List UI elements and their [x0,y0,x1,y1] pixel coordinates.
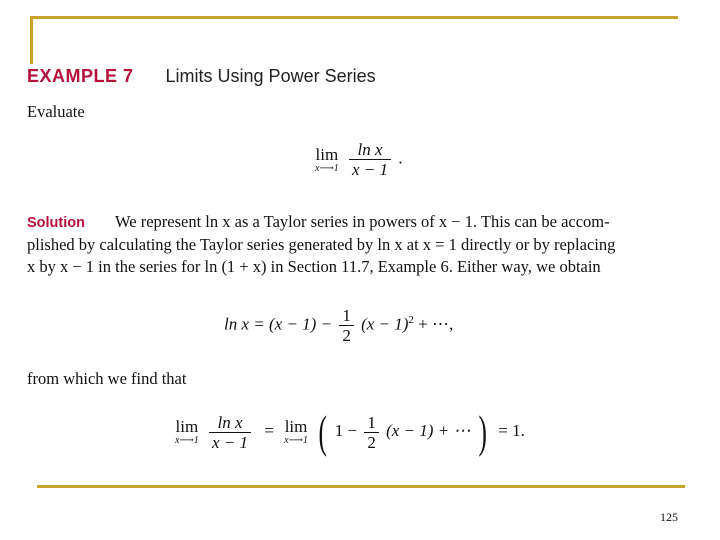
series-exponent: 2 [408,313,414,326]
final-fraction [209,413,251,452]
series-expression [224,306,453,345]
limit-period: . [398,148,403,168]
final-middle: (x − 1) + ⋯ [386,420,471,440]
lim-word: lim [315,144,339,164]
final-numerator: ln x [217,412,243,432]
close-paren: ) [478,406,487,457]
left-rule [30,16,33,64]
example-heading [27,66,376,87]
half-denominator-2: 2 [364,432,379,452]
solution-line-2: plished by calculating the Taylor series generated by ln x at x = 1 directly or by replacing [27,235,616,254]
top-rule [30,16,678,19]
evaluate-text: Evaluate [27,102,85,121]
solution-label: Solution [27,215,85,231]
example-title: Limits Using Power Series [165,66,376,86]
lim-operator-2 [284,418,308,446]
limit-expression [315,140,403,179]
lim-subscript-1: x⟶1 [175,435,199,446]
half-numerator: 1 [342,306,351,325]
open-paren: ( [318,406,328,457]
fraction-numerator: ln x [357,140,383,159]
page-number: 125 [660,510,678,524]
solution-line-1 [27,211,610,234]
series-tail: + ⋯, [418,314,454,334]
series-lhs: ln x = (x − 1) − [224,314,333,334]
half-denominator: 2 [339,325,354,345]
half-fraction-2 [364,413,379,452]
final-result: = 1. [498,420,525,440]
half-fraction [339,306,354,345]
final-expression [175,406,525,457]
lim-word-1: lim [175,417,199,436]
bottom-rule [37,485,685,488]
solution-line-3: x by x − 1 in the series for ln (1 + x) in Section 11.7, Example 6. Either way, we obtain [27,257,601,276]
lim-subscript: x⟶1 [315,162,339,174]
equals-sign: = [264,420,274,440]
from-which-text: from which we find that [27,369,187,388]
lim-word-2: lim [284,417,308,436]
lim-operator [315,146,339,174]
lim-operator-1 [175,418,199,446]
final-denominator: x − 1 [209,432,251,452]
lim-subscript-2: x⟶1 [284,435,308,446]
half-numerator-2: 1 [367,412,376,432]
solution-text-1: We represent ln x as a Taylor series in powers of x − 1. This can be accom- [115,212,610,231]
limit-fraction [349,140,391,179]
fraction-denominator: x − 1 [349,159,391,179]
one-minus: 1 − [334,420,358,440]
series-term: (x − 1) [361,314,409,334]
example-label: EXAMPLE 7 [27,66,134,86]
